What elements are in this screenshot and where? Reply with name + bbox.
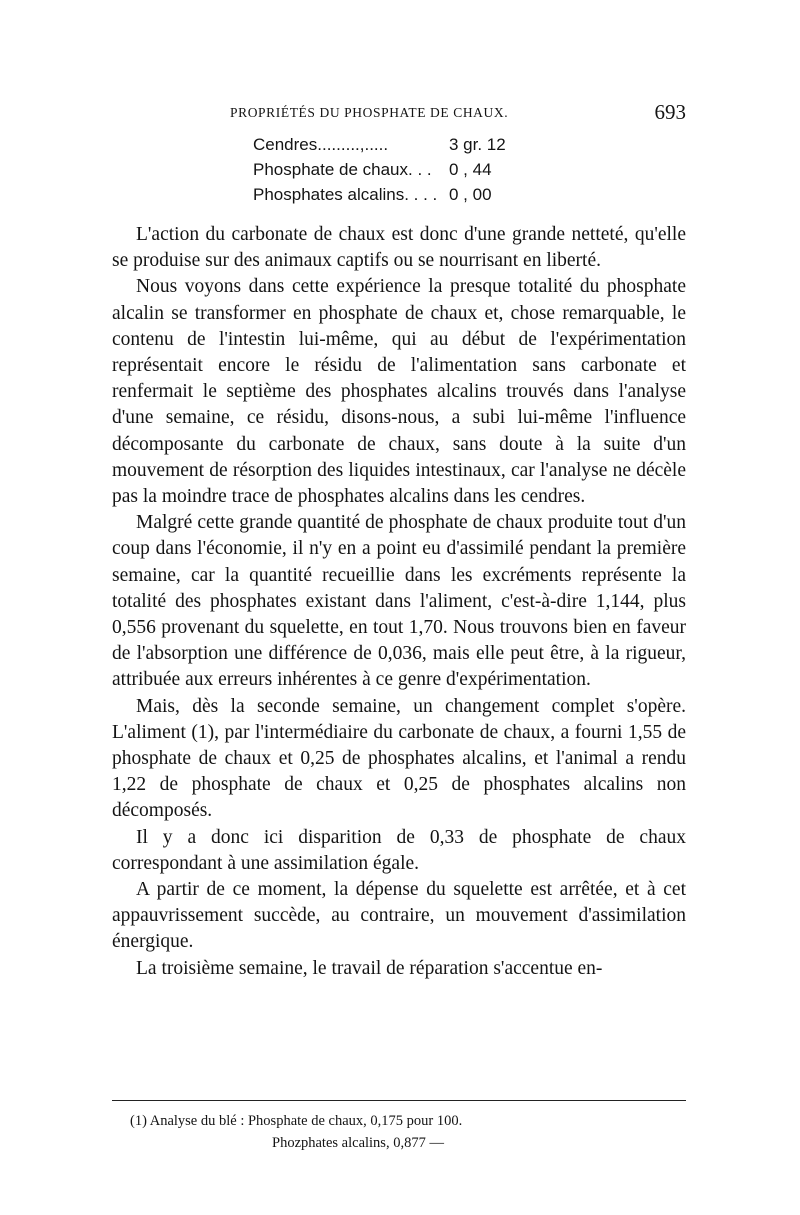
paragraph-7: La troisième semaine, le travail de réparation s'accentue en- <box>136 957 603 979</box>
paragraph-5: Il y a donc ici disparition de 0,33 de phosphate de chaux correspondant à une assimilation égale. <box>112 826 686 874</box>
row-label: Cendres.........,..... <box>253 135 389 154</box>
row-value: 0 , 00 <box>449 185 492 204</box>
table-row <box>253 160 553 185</box>
row-label: Phosphate de chaux. . . <box>253 160 432 179</box>
paragraph-6: A partir de ce moment, la dépense du squelette est arrêtée, et à cet appauvrissement succède, au contraire, un mouvement d'assimilation énergique. <box>112 879 686 953</box>
row-label: Phosphates alcalins. . . . <box>253 185 438 204</box>
table-row <box>253 135 553 160</box>
paragraph-4: Mais, dès la seconde semaine, un changement complet s'opère. L'aliment (1), par l'intermédiaire du carbonate de chaux, a fourni 1,55 de phosphate de chaux et 0,25 de phosphates alcalins, et l'animal a rendu 1,22 de phosphate de chaux et 0,25 de phosphates alcalins non décomposés. <box>112 695 686 822</box>
ash-composition-table <box>253 135 553 210</box>
row-value: 3 gr. 12 <box>449 135 506 154</box>
body-text <box>112 222 686 982</box>
footnote-line-2: Phozphates alcalins, 0,877 — <box>272 1135 444 1151</box>
row-value: 0 , 44 <box>449 160 492 179</box>
footnote-line-1: (1) Analyse du blé : Phosphate de chaux, 0,175 pour 100. <box>130 1113 463 1129</box>
table-row <box>253 185 553 210</box>
footnote-divider <box>112 1100 686 1101</box>
paragraph-2: Nous voyons dans cette expérience la presque totalité du phosphate alcalin se transformer en phosphate de chaux et, chose remarquable, le contenu de l'intestin lui-même, qui au début de l'expérimentation représentait encore le résidu de l'alimentation sans carbonate et renfermait le septième des phosphates alcalins trouvés dans l'analyse d'une semaine, ce résidu, disons-nous, a subi lui-même l'influence décomposante du carbonate de chaux, sans doute à la suite d'un mouvement de résorption des liquides intestinaux, car l'analyse ne décèle pas la moindre trace de phosphates alcalins dans les cendres. <box>112 276 686 508</box>
page-header <box>112 100 686 126</box>
paragraph-3: Malgré cette grande quantité de phosphate de chaux produite tout d'un coup dans l'économie, il n'y en a point eu d'assimilé pendant la première semaine, car la quantité recueillie dans les excréments représente la totalité des phosphates existant dans l'aliment, c'est-à-dire 1,144, plus 0,556 provenant du squelette, en tout 1,70. Nous trouvons bien en faveur de l'absorption une différence de 0,036, mais elle peut être, à la rigueur, attribuée aux erreurs inhérentes à ce genre d'expérimentation. <box>112 512 686 691</box>
footnote <box>130 1110 690 1154</box>
page-number: 693 <box>654 100 686 124</box>
running-head: PROPRIÉTÉS DU PHOSPHATE DE CHAUX. <box>230 105 509 120</box>
paragraph-1: L'action du carbonate de chaux est donc d'une grande netteté, qu'elle se produise sur des animaux captifs ou se nourrisant en liberté. <box>112 224 686 272</box>
